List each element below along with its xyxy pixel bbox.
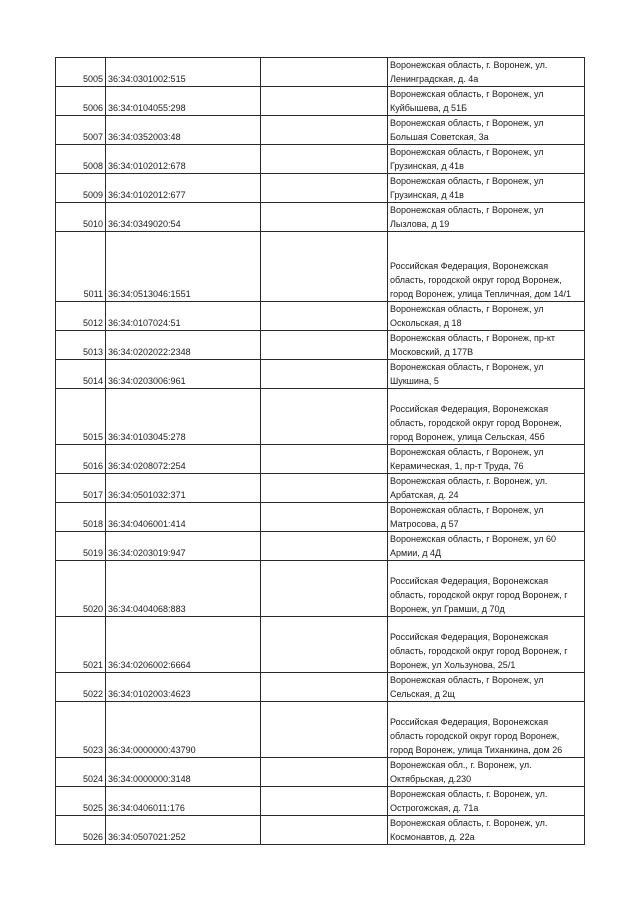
address-cell: Воронежская область, г Воронеж, ул Грузинская, д 41в	[388, 145, 585, 174]
address-cell: Воронежская область, г Воронеж, ул Куйбышева, д 51Б	[388, 87, 585, 116]
address-cell: Воронежская область, г. Воронеж, ул. Ленинградская, д. 4а	[388, 58, 585, 87]
row-number-cell: 5010	[56, 203, 106, 232]
empty-cell	[261, 673, 388, 702]
table-row	[56, 389, 585, 445]
address-cell: Российская Федерация, Воронежская область, городской округ город Воронеж, г Воронеж, ул Грамши, д 70д	[388, 561, 585, 617]
row-number-cell: 5012	[56, 302, 106, 331]
table-row	[56, 302, 585, 331]
cadastral-number-cell: 36:34:0501032:371	[106, 474, 261, 503]
cadastral-number-cell: 36:34:0203019:947	[106, 532, 261, 561]
row-number-cell: 5008	[56, 145, 106, 174]
table-row	[56, 331, 585, 360]
address-cell: Воронежская область, г Воронеж, ул Большая Советская, 3а	[388, 116, 585, 145]
address-cell: Воронежская область, г Воронеж, ул Грузинская, д 41в	[388, 174, 585, 203]
address-cell: Воронежская область, г Воронеж, ул Оскольская, д 18	[388, 302, 585, 331]
table-row	[56, 116, 585, 145]
table-row	[56, 87, 585, 116]
table-row	[56, 617, 585, 673]
row-number-cell: 5016	[56, 445, 106, 474]
cadastral-number-cell: 36:34:0102003:4623	[106, 673, 261, 702]
table-body	[56, 58, 585, 845]
address-cell: Воронежская область, г. Воронеж, ул. Острогожская, д. 71а	[388, 787, 585, 816]
address-cell: Воронежская область, г Воронеж, ул Сельская, д 2щ	[388, 673, 585, 702]
property-register-table	[55, 57, 585, 845]
cadastral-number-cell: 36:34:0107024:51	[106, 302, 261, 331]
row-number-cell: 5011	[56, 232, 106, 302]
cadastral-number-cell: 36:34:0000000:3148	[106, 758, 261, 787]
cadastral-number-cell: 36:34:0406001:414	[106, 503, 261, 532]
table-row	[56, 787, 585, 816]
empty-cell	[261, 389, 388, 445]
table-row	[56, 532, 585, 561]
address-cell: Российская Федерация, Воронежская область, городской округ город Воронеж, г Воронеж, ул Хользунова, 25/1	[388, 617, 585, 673]
cadastral-number-cell: 36:34:0406011:176	[106, 787, 261, 816]
empty-cell	[261, 532, 388, 561]
table-row	[56, 758, 585, 787]
address-cell: Воронежская область, г Воронеж, ул Керамическая, 1, пр-т Труда, 76	[388, 445, 585, 474]
empty-cell	[261, 561, 388, 617]
row-number-cell: 5019	[56, 532, 106, 561]
empty-cell	[261, 203, 388, 232]
address-cell: Воронежская область, г Воронеж, ул Лызлова, д 19	[388, 203, 585, 232]
table-row	[56, 360, 585, 389]
row-number-cell: 5014	[56, 360, 106, 389]
empty-cell	[261, 302, 388, 331]
row-number-cell: 5020	[56, 561, 106, 617]
empty-cell	[261, 232, 388, 302]
empty-cell	[261, 787, 388, 816]
empty-cell	[261, 474, 388, 503]
table-row	[56, 816, 585, 845]
address-cell: Воронежская область, г Воронеж, ул Матросова, д 57	[388, 503, 585, 532]
row-number-cell: 5013	[56, 331, 106, 360]
empty-cell	[261, 87, 388, 116]
empty-cell	[261, 58, 388, 87]
empty-cell	[261, 116, 388, 145]
row-number-cell: 5017	[56, 474, 106, 503]
empty-cell	[261, 174, 388, 203]
address-cell: Воронежская область, г. Воронеж, ул. Космонавтов, д. 22а	[388, 816, 585, 845]
table-row	[56, 561, 585, 617]
address-cell: Российская Федерация, Воронежская область, городской округ город Воронеж, город Воронеж, улица Сельская, 45б	[388, 389, 585, 445]
row-number-cell: 5022	[56, 673, 106, 702]
empty-cell	[261, 503, 388, 532]
cadastral-number-cell: 36:34:0203006:961	[106, 360, 261, 389]
cadastral-number-cell: 36:34:0103045:278	[106, 389, 261, 445]
empty-cell	[261, 145, 388, 174]
row-number-cell: 5007	[56, 116, 106, 145]
cadastral-number-cell: 36:34:0104055:298	[106, 87, 261, 116]
cadastral-number-cell: 36:34:0513046:1551	[106, 232, 261, 302]
empty-cell	[261, 445, 388, 474]
cadastral-number-cell: 36:34:0349020:54	[106, 203, 261, 232]
row-number-cell: 5021	[56, 617, 106, 673]
address-cell: Воронежская область, г Воронеж, пр-кт Московский, д 177В	[388, 331, 585, 360]
row-number-cell: 5005	[56, 58, 106, 87]
table-row	[56, 474, 585, 503]
row-number-cell: 5018	[56, 503, 106, 532]
row-number-cell: 5015	[56, 389, 106, 445]
address-cell: Российская Федерация, Воронежская область городской округ город Воронеж, город Воронеж, улица Тиханкина, дом 26	[388, 702, 585, 758]
cadastral-number-cell: 36:34:0206002:6664	[106, 617, 261, 673]
cadastral-number-cell: 36:34:0404068:883	[106, 561, 261, 617]
cadastral-number-cell: 36:34:0352003:48	[106, 116, 261, 145]
cadastral-number-cell: 36:34:0202022:2348	[106, 331, 261, 360]
empty-cell	[261, 758, 388, 787]
row-number-cell: 5024	[56, 758, 106, 787]
empty-cell	[261, 360, 388, 389]
address-cell: Воронежская область, г Воронеж, ул Шукшина, 5	[388, 360, 585, 389]
table-row	[56, 203, 585, 232]
empty-cell	[261, 816, 388, 845]
cadastral-number-cell: 36:34:0000000:43790	[106, 702, 261, 758]
address-cell: Воронежская область, г Воронеж, ул 60 Армии, д 4Д	[388, 532, 585, 561]
table-row	[56, 232, 585, 302]
address-cell: Воронежская область, г. Воронеж, ул. Арбатская, д. 24	[388, 474, 585, 503]
row-number-cell: 5006	[56, 87, 106, 116]
cadastral-number-cell: 36:34:0102012:678	[106, 145, 261, 174]
cadastral-number-cell: 36:34:0208072:254	[106, 445, 261, 474]
row-number-cell: 5025	[56, 787, 106, 816]
address-cell: Воронежская обл., г. Воронеж, ул. Октябрьская, д.230	[388, 758, 585, 787]
address-cell: Российская Федерация, Воронежская область, городской округ город Воронеж, город Воронеж, улица Тепличная, дом 14/1	[388, 232, 585, 302]
table-row	[56, 145, 585, 174]
empty-cell	[261, 617, 388, 673]
table-row	[56, 445, 585, 474]
table-row	[56, 673, 585, 702]
table-row	[56, 58, 585, 87]
empty-cell	[261, 331, 388, 360]
table-row	[56, 174, 585, 203]
cadastral-number-cell: 36:34:0102012:677	[106, 174, 261, 203]
cadastral-number-cell: 36:34:0301002:515	[106, 58, 261, 87]
row-number-cell: 5009	[56, 174, 106, 203]
table-row	[56, 702, 585, 758]
row-number-cell: 5023	[56, 702, 106, 758]
table-row	[56, 503, 585, 532]
row-number-cell: 5026	[56, 816, 106, 845]
cadastral-number-cell: 36:34:0507021:252	[106, 816, 261, 845]
empty-cell	[261, 702, 388, 758]
